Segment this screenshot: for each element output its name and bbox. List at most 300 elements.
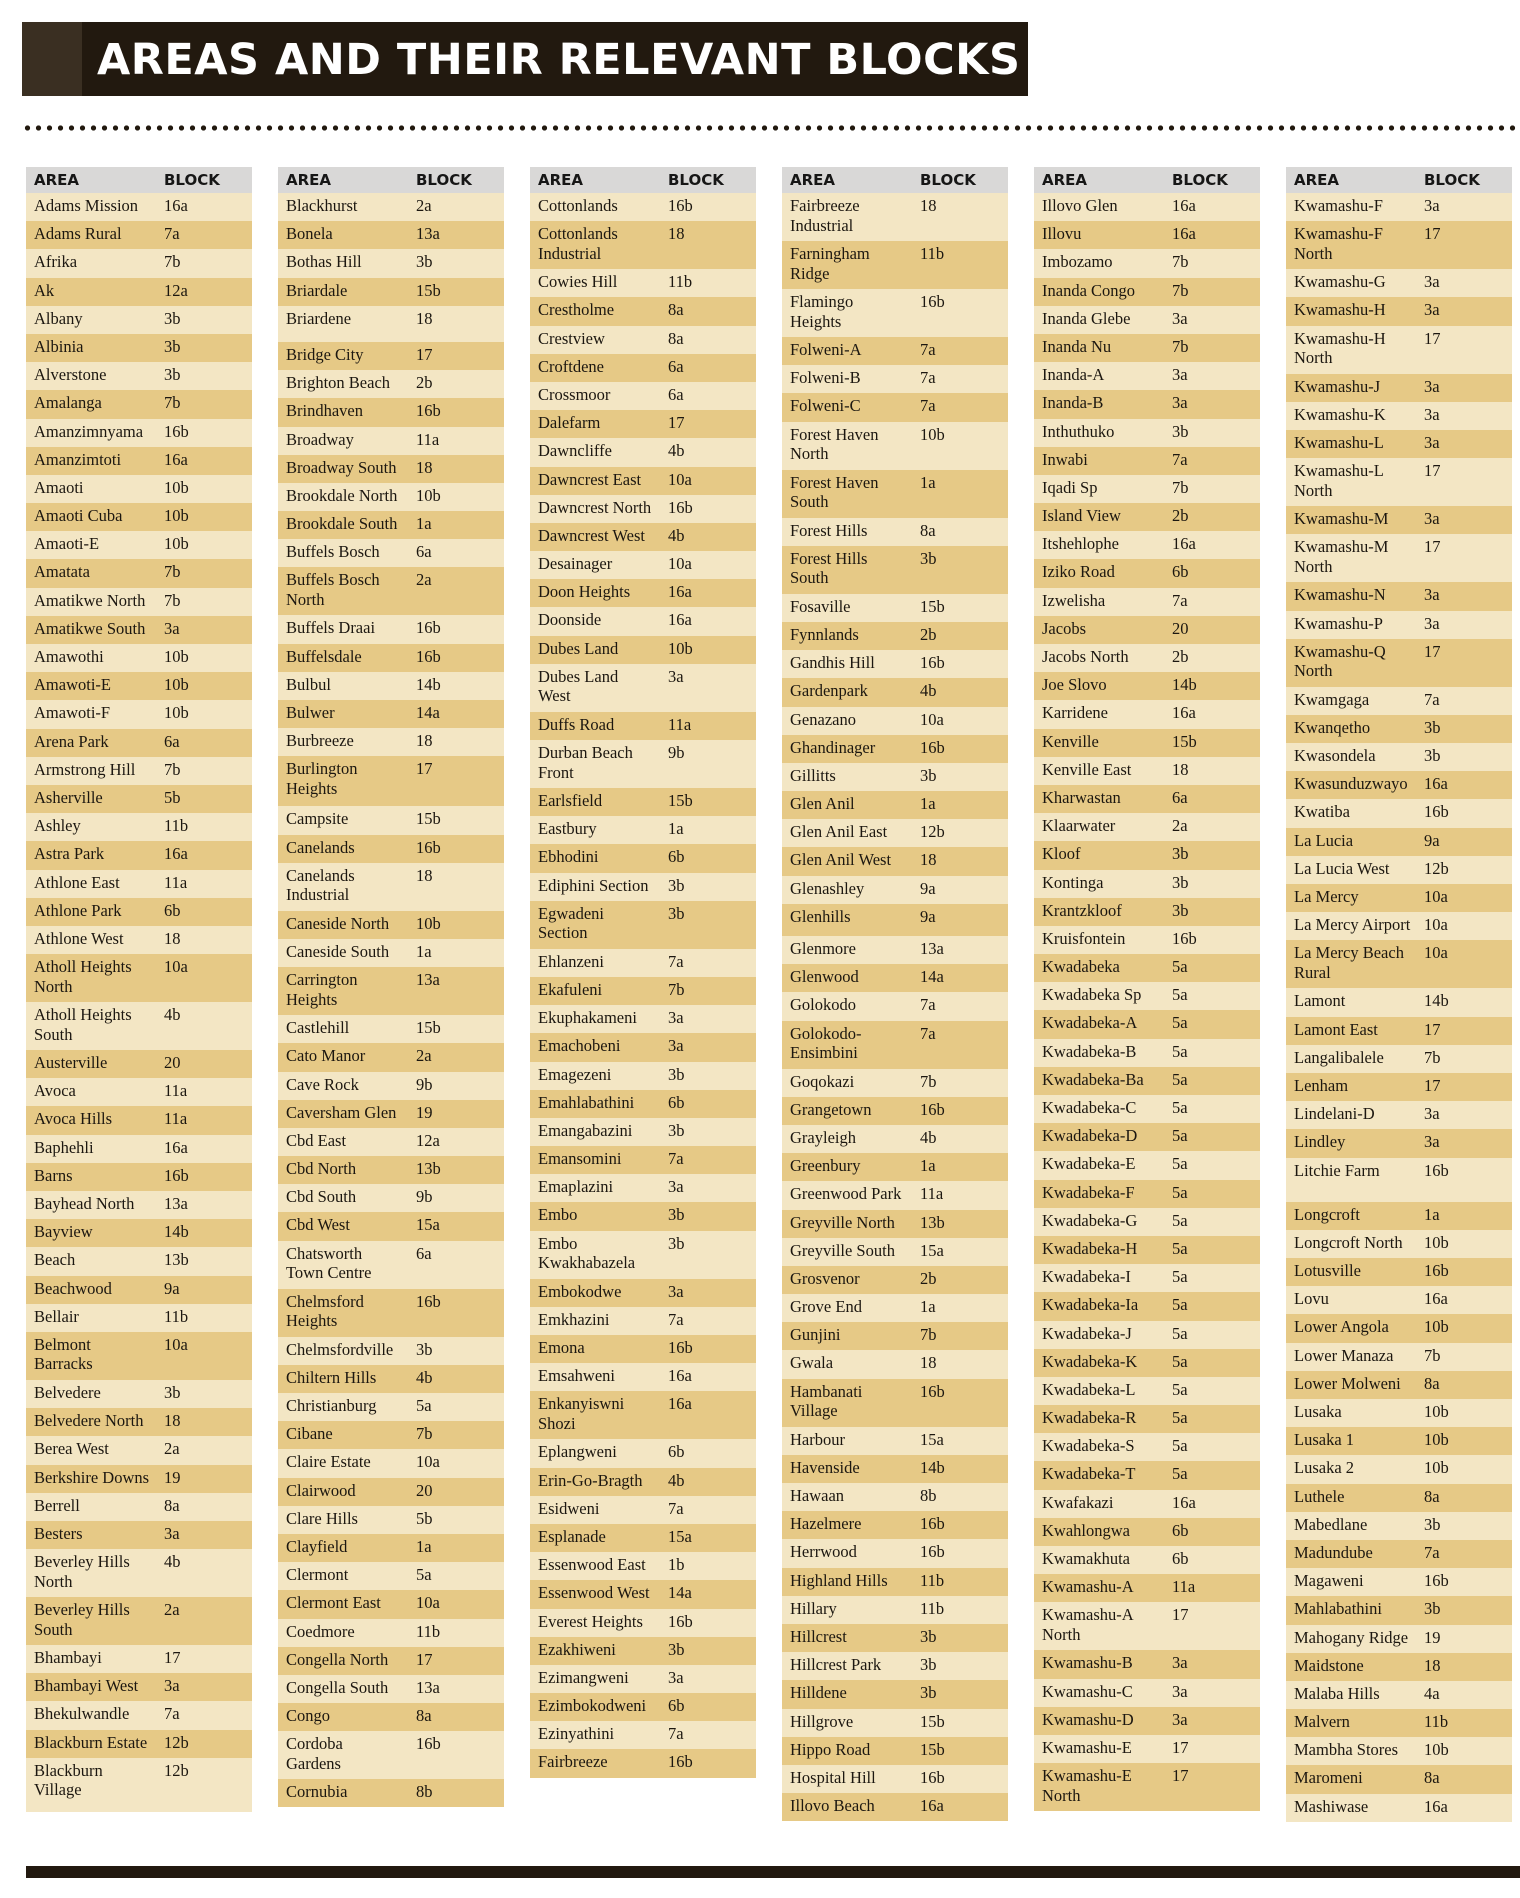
block-value: 11b (416, 1621, 441, 1641)
table-row (1034, 1433, 1260, 1461)
area-name: Mahogany Ridge (1294, 1627, 1409, 1647)
table-row (26, 1408, 252, 1436)
table-row (530, 1062, 756, 1090)
table-row (26, 1332, 252, 1380)
block-value: 19 (1424, 1627, 1441, 1647)
block-value: 14a (416, 703, 440, 722)
table-row (26, 1521, 252, 1549)
table-row (782, 650, 1008, 678)
table-row (1034, 1707, 1260, 1735)
area-name: Amawoti-E (34, 675, 111, 695)
table-row (278, 1478, 504, 1506)
block-value: 16a (164, 449, 188, 469)
block-value: 3b (920, 765, 937, 785)
area-name: Belmont Barracks (34, 1334, 93, 1374)
block-value: 8a (668, 328, 684, 348)
table-row (278, 221, 504, 249)
area-column-header: AREA (1042, 171, 1088, 189)
area-name: Dawncliffe (538, 441, 612, 461)
block-value: 5a (1172, 1323, 1188, 1343)
block-value: 3a (1424, 196, 1440, 215)
table-row (530, 1279, 756, 1307)
area-name: Caneside North (286, 913, 390, 933)
block-value: 16b (920, 737, 945, 757)
area-name: Kwamashu-M (1294, 509, 1389, 529)
area-name: Greyville South (790, 1240, 895, 1260)
block-value: 10b (164, 647, 189, 666)
area-name: Havenside (790, 1457, 860, 1477)
table-row (530, 1524, 756, 1552)
table-row (782, 470, 1008, 518)
area-name: Emachobeni (538, 1036, 621, 1056)
block-value: 9b (416, 1074, 433, 1094)
table-row (530, 1231, 756, 1279)
block-value: 11b (920, 1570, 945, 1590)
table-row (26, 898, 252, 926)
block-value: 11a (920, 1184, 944, 1204)
area-name: Kwamashu-H (1294, 300, 1386, 320)
table-row (1034, 1349, 1260, 1377)
block-value: 15a (668, 1526, 692, 1546)
table-row (782, 1266, 1008, 1294)
block-value: 3a (1424, 404, 1440, 424)
block-value: 3a (668, 1667, 684, 1687)
table-row (26, 1673, 252, 1701)
table-row (782, 1483, 1008, 1511)
block-value: 16b (164, 1165, 189, 1185)
table-header (530, 167, 756, 193)
area-name: Amalanga (34, 393, 102, 413)
block-value: 16b (920, 1542, 945, 1562)
table-row (1286, 1737, 1512, 1765)
block-value: 5a (1172, 1238, 1188, 1258)
block-value: 16b (1424, 1261, 1449, 1281)
table-row (782, 1539, 1008, 1567)
area-name: Inthuthuko (1042, 421, 1115, 441)
block-value: 3a (668, 1036, 684, 1056)
table-row (1286, 940, 1512, 988)
page-title: AREAS AND THEIR RELEVANT BLOCKS (97, 35, 1021, 85)
table-row (278, 1289, 504, 1337)
area-name: Ezimangweni (538, 1667, 629, 1687)
block-value: 11b (1424, 1712, 1449, 1732)
area-name: Bothas Hill (286, 252, 362, 272)
table-row (1286, 1681, 1512, 1709)
area-name: Lusaka (1294, 1402, 1342, 1421)
area-name: Lower Manaza (1294, 1345, 1394, 1365)
table-row (278, 1212, 504, 1240)
area-name: Longcroft North (1294, 1232, 1403, 1252)
table-row (1286, 856, 1512, 884)
block-value: 1a (1424, 1204, 1440, 1224)
area-name: Amawothi (34, 647, 104, 666)
table-row (1034, 362, 1260, 390)
table-row (1286, 506, 1512, 534)
block-value: 15b (1172, 731, 1197, 751)
area-table-5 (1034, 167, 1260, 1811)
block-value: 10a (416, 1593, 440, 1613)
block-value: 6a (416, 1243, 432, 1263)
table-row (530, 1363, 756, 1391)
block-value: 4b (164, 1552, 181, 1572)
table-row (278, 835, 504, 863)
block-value: 7b (1172, 336, 1189, 356)
block-value: 15a (416, 1215, 440, 1235)
block-value: 3b (1172, 421, 1189, 441)
block-value: 3b (1172, 844, 1189, 864)
block-value: 11b (164, 1306, 189, 1326)
area-name: Malvern (1294, 1712, 1350, 1732)
area-name: Campsite (286, 809, 349, 829)
block-value: 17 (1172, 1737, 1189, 1757)
table-row (530, 949, 756, 977)
table-row (1286, 988, 1512, 1016)
block-value: 18 (164, 928, 181, 948)
area-name: Buffels Draai (286, 618, 376, 638)
block-value: 5a (1172, 1041, 1188, 1061)
area-name: Besters (34, 1523, 83, 1543)
table-row (782, 992, 1008, 1020)
area-name: Hazelmere (790, 1514, 862, 1534)
area-name: Esplanade (538, 1526, 606, 1546)
block-value: 3a (1424, 1132, 1440, 1152)
table-row (278, 756, 504, 806)
area-name: Brookdale North (286, 485, 398, 505)
block-value: 1a (416, 941, 432, 961)
area-name: Erin-Go-Bragth (538, 1470, 643, 1490)
area-name: Ezinyathini (538, 1724, 615, 1744)
table-row (278, 1779, 504, 1807)
block-value: 16b (416, 1291, 441, 1311)
block-value: 10b (164, 703, 189, 723)
block-value: 18 (668, 224, 685, 244)
table-row (278, 1534, 504, 1562)
table-row (530, 579, 756, 607)
area-name: Cordoba Gardens (286, 1734, 343, 1773)
area-name: Lusaka 1 (1294, 1430, 1355, 1450)
area-name: Canelands (286, 837, 355, 857)
area-name: Egwadeni Section (538, 903, 604, 943)
area-name: Coedmore (286, 1621, 355, 1641)
area-name: Karridene (1042, 703, 1108, 723)
area-column-header: AREA (1294, 171, 1340, 189)
block-value: 13a (164, 1194, 188, 1213)
block-value: 4b (668, 1470, 685, 1490)
area-name: Kwamashu-F (1294, 196, 1383, 215)
block-value: 6b (164, 900, 181, 920)
area-name: Kwadabeka-B (1042, 1041, 1137, 1061)
area-name: Ehlanzeni (538, 951, 604, 971)
table-row (782, 1322, 1008, 1350)
table-row (530, 297, 756, 325)
block-value: 3a (1424, 585, 1440, 605)
table-row (1034, 1095, 1260, 1123)
block-value: 5a (1172, 1436, 1188, 1456)
area-name: Inanda Congo (1042, 280, 1136, 300)
area-name: Kwamashu-K (1294, 404, 1386, 424)
block-value: 5a (1172, 1069, 1188, 1089)
block-value: 6a (164, 731, 180, 751)
area-name: Berea West (34, 1439, 109, 1459)
table-row (782, 1709, 1008, 1737)
block-value: 10b (1424, 1430, 1449, 1450)
block-value: 17 (1424, 1075, 1441, 1095)
table-row (278, 1015, 504, 1043)
area-name: Kwadabeka-C (1042, 1098, 1137, 1117)
area-table-6 (1286, 167, 1512, 1822)
block-value: 5a (1172, 1464, 1188, 1484)
block-value: 3a (668, 1177, 684, 1197)
table-header (278, 167, 504, 193)
block-value: 7b (164, 562, 181, 582)
block-value: 16a (668, 610, 692, 630)
block-value: 3a (1172, 1681, 1188, 1701)
table-row (1286, 402, 1512, 430)
table-row (530, 1090, 756, 1118)
block-value: 7a (1172, 449, 1188, 469)
table-row (1286, 430, 1512, 458)
area-name: Atholl Heights South (34, 1005, 132, 1044)
table-row (1286, 1653, 1512, 1681)
table-row (26, 419, 252, 447)
dotted-divider (22, 124, 1520, 132)
area-name: Jacobs North (1042, 647, 1129, 666)
area-name: Canelands Industrial (286, 865, 355, 905)
table-row (278, 728, 504, 756)
table-row (26, 1135, 252, 1163)
table-row (782, 791, 1008, 819)
table-row (1034, 1574, 1260, 1602)
block-value: 17 (1424, 537, 1441, 557)
table-row (1034, 1264, 1260, 1292)
table-row (782, 1181, 1008, 1209)
table-row (26, 475, 252, 503)
table-row (1286, 1101, 1512, 1129)
block-value: 12b (920, 822, 945, 842)
block-value: 7a (164, 1704, 180, 1724)
block-value: 17 (1172, 1605, 1189, 1625)
area-name: Berrell (34, 1495, 80, 1515)
table-row (278, 249, 504, 277)
area-name: Kwadabeka-E (1042, 1154, 1136, 1174)
block-value: 17 (416, 1649, 433, 1669)
block-value: 3a (1172, 1653, 1188, 1673)
block-value: 18 (416, 457, 433, 477)
area-name: Greenwood Park (790, 1184, 902, 1204)
table-row (1034, 531, 1260, 559)
area-name: Chelmsfordville (286, 1339, 394, 1359)
block-value: 7b (164, 590, 181, 610)
area-name: Hillcrest Park (790, 1655, 882, 1675)
table-row (530, 1033, 756, 1061)
area-name: Gwala (790, 1353, 834, 1373)
area-name: Ediphini Section (538, 875, 649, 895)
area-name: Grosvenor (790, 1268, 860, 1288)
area-name: Kwamashu-B (1042, 1653, 1133, 1673)
block-value: 1a (416, 514, 432, 534)
area-name: Burlington Heights (286, 759, 358, 798)
area-name: Glen Anil West (790, 850, 892, 870)
area-name: Doon Heights (538, 582, 631, 602)
area-name: Goqokazi (790, 1071, 855, 1091)
table-row (1286, 1512, 1512, 1540)
block-value: 2a (416, 196, 432, 215)
block-value: 7b (164, 393, 181, 413)
table-row (1286, 1045, 1512, 1073)
table-row (1034, 898, 1260, 926)
block-value: 8a (164, 1495, 180, 1515)
block-value: 7a (920, 368, 936, 388)
table-row (278, 1647, 504, 1675)
block-value: 11a (164, 872, 188, 892)
area-name: Illovo Beach (790, 1796, 875, 1816)
area-column-header: AREA (790, 171, 836, 189)
area-name: Athlone East (34, 872, 120, 892)
table-row (1034, 278, 1260, 306)
area-name: Duffs Road (538, 714, 615, 734)
block-value: 7a (1424, 689, 1440, 709)
block-value: 7b (1172, 477, 1189, 497)
table-row (1286, 1568, 1512, 1596)
block-value: 15b (416, 280, 441, 300)
area-name: Dubes Land West (538, 666, 619, 706)
table-row (1034, 221, 1260, 249)
table-row (278, 511, 504, 539)
table-row (278, 1241, 504, 1289)
area-name: Chatsworth Town Centre (286, 1243, 372, 1283)
area-name: Kwamashu-J (1294, 376, 1381, 396)
table-row (782, 422, 1008, 470)
area-name: Amanzimtoti (34, 449, 122, 469)
block-value: 13b (164, 1250, 189, 1270)
area-name: La Lucia (1294, 830, 1354, 850)
table-row (278, 539, 504, 567)
block-value: 10a (164, 957, 188, 977)
block-value: 2a (164, 1439, 180, 1459)
area-name: Imbozamo (1042, 252, 1113, 272)
table-row (782, 936, 1008, 964)
area-name: Glenwood (790, 967, 859, 987)
block-value: 10a (920, 709, 944, 729)
area-name: Mashiwase (1294, 1796, 1369, 1816)
area-name: Bulbul (286, 674, 331, 694)
table-row (1286, 1286, 1512, 1314)
table-row (278, 1393, 504, 1421)
area-name: Grangetown (790, 1099, 872, 1119)
table-row (1034, 1321, 1260, 1349)
area-name: Cowies Hill (538, 272, 618, 292)
area-name: Blackburn Village (34, 1760, 103, 1800)
table-row (1034, 390, 1260, 418)
block-value: 5a (1172, 1182, 1188, 1202)
block-value: 7b (668, 979, 685, 999)
block-value: 5a (1172, 1013, 1188, 1033)
table-row (782, 1596, 1008, 1624)
area-name: Kwamashu-A North (1042, 1605, 1134, 1644)
table-row (278, 911, 504, 939)
block-value: 1a (668, 819, 684, 839)
table-row (1034, 1461, 1260, 1489)
area-name: Essenwood West (538, 1583, 650, 1603)
block-value: 5b (416, 1508, 433, 1528)
table-row (1034, 700, 1260, 728)
area-name: Asherville (34, 787, 103, 807)
area-name: Cave Rock (286, 1074, 359, 1094)
area-name: Kwamashu-C (1042, 1681, 1133, 1701)
block-value: 6a (1172, 787, 1188, 807)
table-row (1286, 1765, 1512, 1793)
area-name: Folweni-B (790, 368, 861, 388)
area-table-1 (26, 167, 252, 1812)
block-value: 17 (1424, 461, 1441, 481)
block-value: 3b (920, 1626, 937, 1646)
area-name: Berkshire Downs (34, 1467, 150, 1487)
table-row (1034, 729, 1260, 757)
block-value: 10b (416, 913, 441, 933)
area-name: Avoca Hills (34, 1109, 113, 1129)
area-name: Cottonlands (538, 196, 618, 215)
block-value: 10b (920, 424, 945, 444)
table-row (1034, 813, 1260, 841)
area-name: Kwamashu-P (1294, 613, 1383, 633)
block-value: 10a (668, 469, 692, 489)
table-row (530, 1439, 756, 1467)
table-row (1034, 672, 1260, 700)
area-name: Kwatiba (1294, 802, 1350, 822)
table-row (278, 1337, 504, 1365)
area-name: Astra Park (34, 844, 105, 864)
block-value: 7a (668, 1724, 684, 1744)
table-row (782, 1652, 1008, 1680)
table-row (782, 904, 1008, 936)
block-value: 3a (1172, 308, 1188, 328)
table-row (530, 816, 756, 844)
block-value: 16b (920, 1381, 945, 1401)
block-value: 6b (1172, 562, 1189, 582)
table-row (530, 1307, 756, 1335)
table-row (1034, 1377, 1260, 1405)
area-name: Kwanqetho (1294, 717, 1371, 737)
block-value: 6b (668, 1442, 685, 1462)
area-name: Emaplazini (538, 1177, 614, 1197)
area-name: Hambanati Village (790, 1381, 863, 1421)
block-value: 3b (1424, 746, 1441, 766)
table-row (278, 278, 504, 306)
table-row (530, 382, 756, 410)
block-value: 3b (1424, 1514, 1441, 1534)
table-row (26, 1730, 252, 1758)
block-value: 10a (164, 1334, 188, 1354)
block-value: 5a (1172, 957, 1188, 977)
area-name: Chelmsford Heights (286, 1291, 364, 1331)
area-name: Herrwood (790, 1542, 857, 1562)
table-row (530, 221, 756, 269)
area-name: Dubes Land (538, 638, 619, 658)
area-name: Glen Anil (790, 794, 855, 814)
block-value: 6b (668, 1092, 685, 1112)
area-name: Earlsfield (538, 791, 603, 810)
block-value: 17 (416, 344, 433, 364)
block-value: 15b (920, 596, 945, 616)
block-value: 2a (416, 570, 432, 590)
block-value: 3a (1172, 393, 1188, 413)
block-value: 3b (668, 1064, 685, 1084)
block-value: 14b (164, 1222, 189, 1242)
area-name: Emona (538, 1338, 585, 1357)
area-name: Arena Park (34, 731, 109, 751)
table-row (1286, 611, 1512, 639)
area-name: Armstrong Hill (34, 759, 136, 779)
